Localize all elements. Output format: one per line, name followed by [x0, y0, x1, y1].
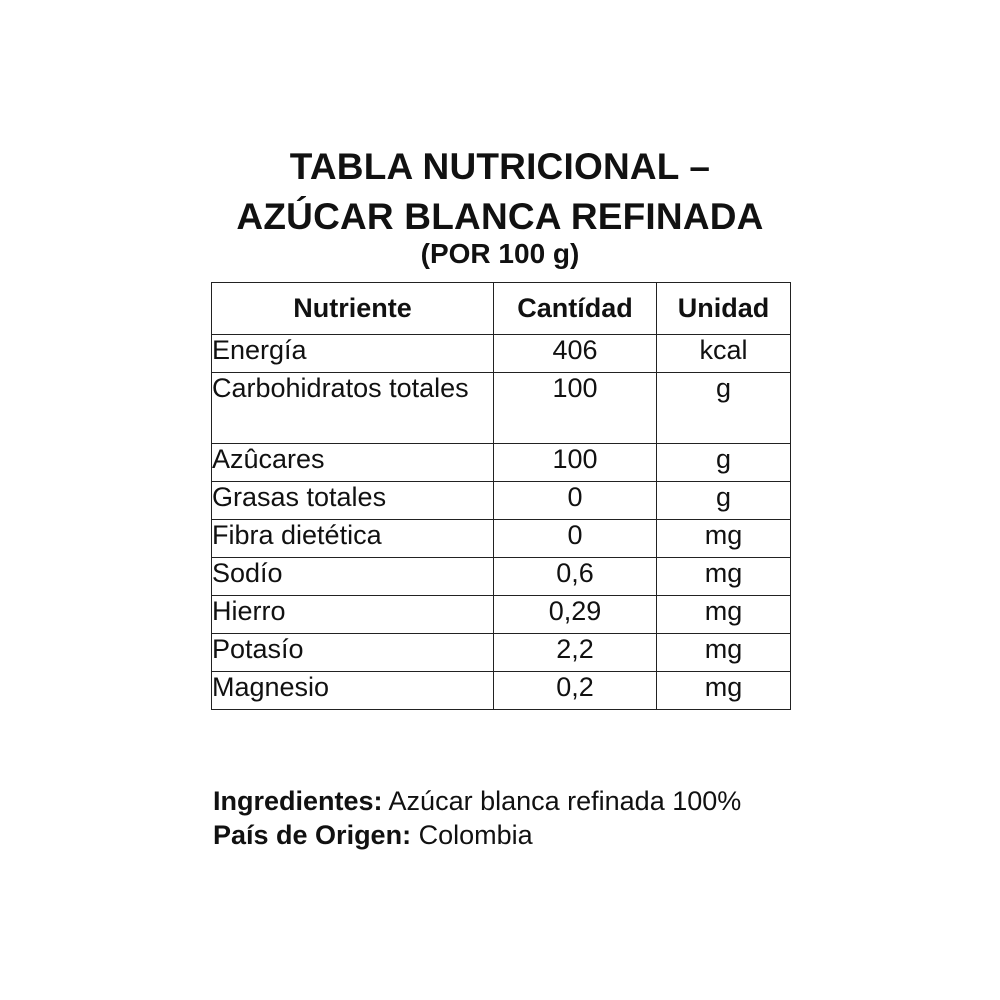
- ingredients-label: Ingredientes:: [213, 786, 383, 816]
- nutrient-name: Fibra dietética: [212, 520, 494, 558]
- origin-label: País de Origen:: [213, 820, 412, 850]
- table-row: [212, 335, 791, 373]
- table-row: [212, 596, 791, 634]
- nutrient-unit: mg: [657, 558, 791, 596]
- origin-line: [213, 818, 741, 852]
- title-line-2: AZÚCAR BLANCA REFINADA: [236, 196, 764, 237]
- table-row: [212, 520, 791, 558]
- nutrient-quantity: 0: [494, 520, 657, 558]
- nutrient-quantity: 406: [494, 335, 657, 373]
- table-row: [212, 444, 791, 482]
- nutrient-name: Hierro: [212, 596, 494, 634]
- table-header-row: [212, 283, 791, 335]
- ingredients-value: Azúcar blanca refinada 100%: [388, 786, 742, 816]
- nutrient-unit: g: [657, 482, 791, 520]
- nutrient-unit: mg: [657, 634, 791, 672]
- table-row: [212, 672, 791, 710]
- nutrient-quantity: 0,29: [494, 596, 657, 634]
- header-nutrient: Nutriente: [212, 283, 494, 335]
- nutrient-name: Azûcares: [212, 444, 494, 482]
- nutrient-name: Carbohidratos totales: [212, 373, 494, 444]
- table-row: [212, 482, 791, 520]
- header-unit: Unidad: [657, 283, 791, 335]
- nutrient-quantity: 0: [494, 482, 657, 520]
- table-row: [212, 373, 791, 444]
- nutrition-table: [211, 282, 791, 710]
- nutrient-unit: mg: [657, 520, 791, 558]
- page-subtitle: (POR 100 g): [420, 238, 580, 269]
- nutrient-unit: g: [657, 373, 791, 444]
- nutrient-name: Potasío: [212, 634, 494, 672]
- nutrient-name: Energía: [212, 335, 494, 373]
- nutrient-unit: kcal: [657, 335, 791, 373]
- title-line-1: TABLA NUTRICIONAL –: [289, 146, 711, 187]
- nutrient-name: Grasas totales: [212, 482, 494, 520]
- page-title: [0, 142, 1000, 242]
- table-row: [212, 558, 791, 596]
- nutrient-quantity: 0,2: [494, 672, 657, 710]
- ingredients-line: [213, 784, 741, 818]
- header-quantity: Cantídad: [494, 283, 657, 335]
- nutrient-unit: mg: [657, 596, 791, 634]
- nutrient-unit: g: [657, 444, 791, 482]
- nutrient-quantity: 100: [494, 444, 657, 482]
- nutrient-name: Magnesio: [212, 672, 494, 710]
- nutrient-unit: mg: [657, 672, 791, 710]
- nutrient-quantity: 0,6: [494, 558, 657, 596]
- nutrient-quantity: 100: [494, 373, 657, 444]
- nutrient-quantity: 2,2: [494, 634, 657, 672]
- nutrient-name: Sodío: [212, 558, 494, 596]
- table-row: [212, 634, 791, 672]
- product-info: [213, 784, 741, 852]
- origin-value: Colombia: [418, 820, 533, 850]
